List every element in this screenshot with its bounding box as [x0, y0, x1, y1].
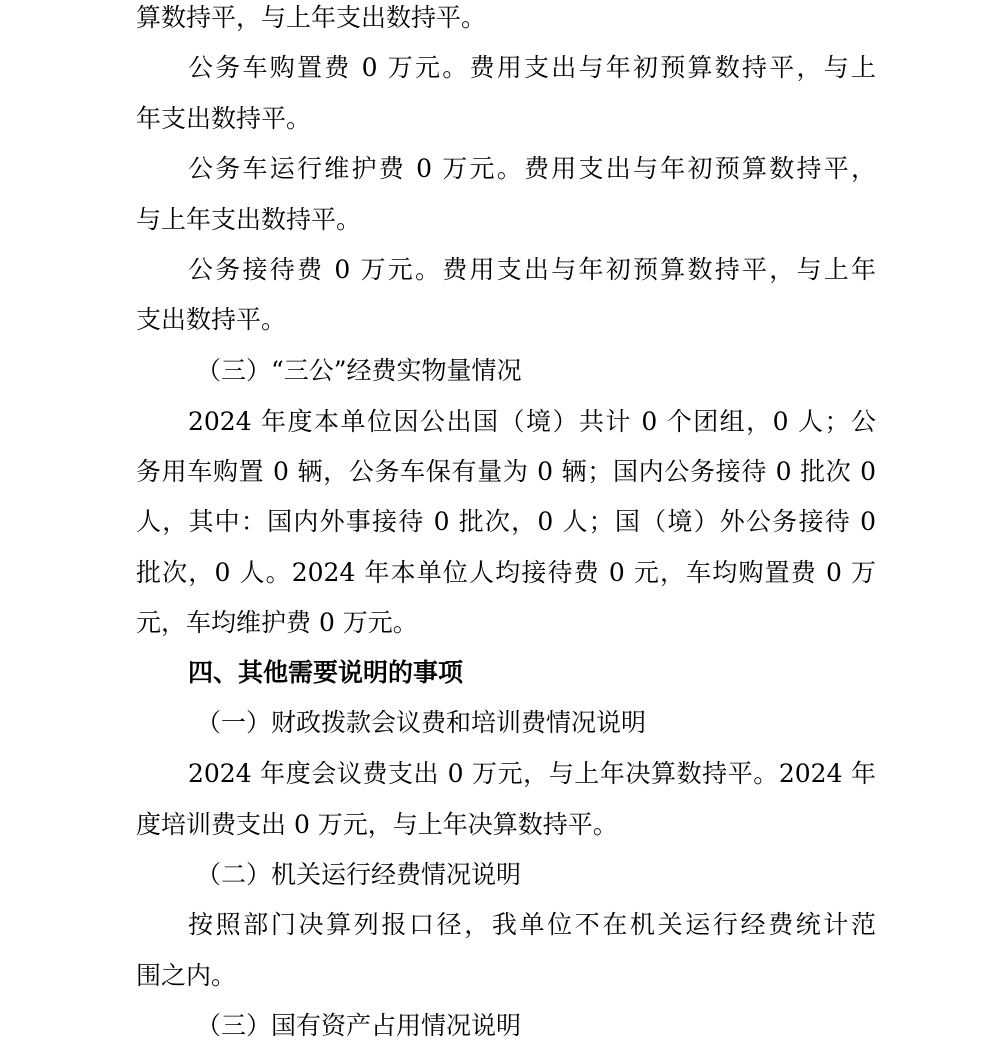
paragraph-line: 公务车运行维护费 0 万元。费用支出与年初预算数持平， [188, 154, 876, 183]
paragraph-line: 2024 年度会议费支出 0 万元，与上年决算数持平。2024 年 [188, 759, 876, 788]
paragraph-line: 算数持平，与上年支出数持平。 [136, 3, 487, 32]
paragraph-line: 元，车均维护费 0 万元。 [136, 608, 418, 637]
paragraph-line: 与上年支出数持平。 [136, 205, 362, 234]
subsection-heading: （一）财政拨款会议费和培训费情况说明 [196, 708, 647, 737]
paragraph-line: 批次，0 人。2024 年本单位人均接待费 0 元，车均购置费 0 万 [136, 558, 876, 587]
subsection-heading: （二）机关运行经费情况说明 [196, 860, 522, 889]
paragraph-line: 公务接待费 0 万元。费用支出与年初预算数持平，与上年 [188, 255, 876, 284]
subsection-heading: （三）国有资产占用情况说明 [196, 1011, 522, 1040]
paragraph-line: 度培训费支出 0 万元，与上年决算数持平。 [136, 810, 618, 839]
paragraph-line: 支出数持平。 [136, 305, 287, 334]
section-heading: 四、其他需要说明的事项 [188, 658, 464, 687]
paragraph-line: 公务车购置费 0 万元。费用支出与年初预算数持平，与上 [188, 53, 876, 82]
subsection-heading: （三）“三公”经费实物量情况 [196, 356, 522, 385]
paragraph-line: 人，其中：国内外事接待 0 批次，0 人；国（境）外公务接待 0 [136, 507, 876, 536]
paragraph-line: 2024 年度本单位因公出国（境）共计 0 个团组，0 人；公 [188, 407, 876, 436]
paragraph-line: 按照部门决算列报口径，我单位不在机关运行经费统计范 [188, 910, 876, 939]
paragraph-line: 年支出数持平。 [136, 104, 312, 133]
paragraph-line: 务用车购置 0 辆，公务车保有量为 0 辆；国内公务接待 0 批次 0 [136, 457, 876, 486]
paragraph-line: 围之内。 [136, 961, 237, 990]
